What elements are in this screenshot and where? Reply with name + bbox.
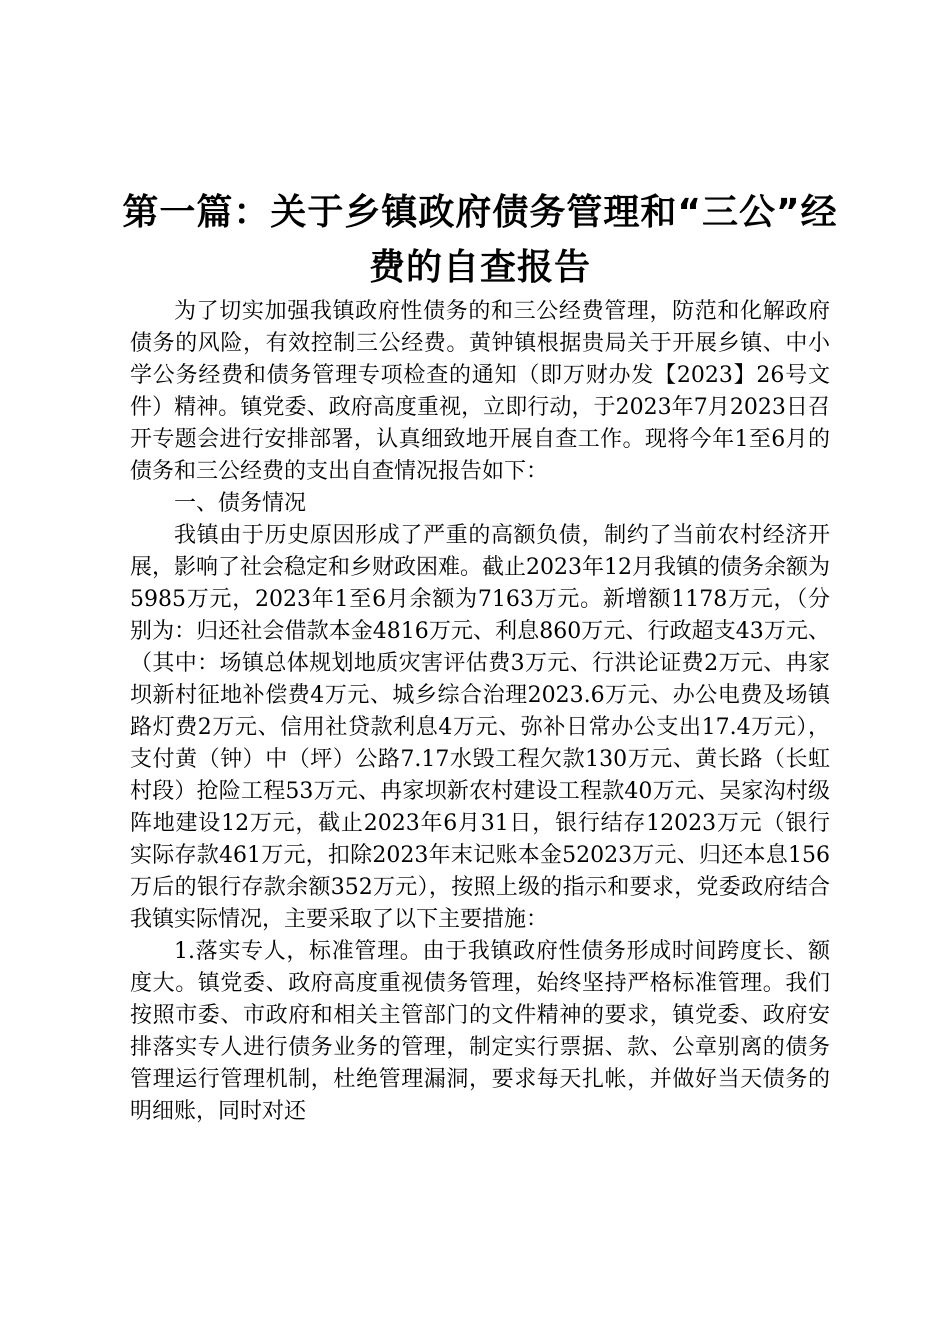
document-title-line-2: 费的自查报告	[368, 247, 591, 288]
document-body	[130, 296, 830, 1128]
document-title-line-1: 第一篇：关于乡镇政府债务管理和“三公”经	[122, 192, 838, 233]
debt-paragraph: 我镇由于历史原因形成了严重的高额负债，制约了当前农村经济开展，影响了社会稳定和乡财政困难。截止2023年12月我镇的债务余额为5985万元，2023年1至6月余额为7163万元。新增额1178万元，（分别为：归还社会借款本金4816万元、利息860万元、行政超支43万元、（其中：场镇总体规划地质灾害评估费3万元、行洪论证费2万元、冉家坝新村征地补偿费4万元、城乡综合治理2023.6万元、办公电费及场镇路灯费2万元、信用社贷款利息4万元、弥补日常办公支出17.4万元），支付黄（钟）中（坪）公路7.17水毁工程欠款130万元、黄长路（长虹村段）抢险工程53万元、冉家坝新农村建设工程款40万元、吴家沟村级阵地建设12万元，截止2023年6月31日，银行结存12023万元（银行实际存款461万元，扣除2023年末记账本金52023万元、归还本息156万后的银行存款余额352万元），按照上级的指示和要求，党委政府结合我镇实际情况，主要采取了以下主要措施：	[130, 523, 830, 932]
measure-1-paragraph: 1.落实专人，标准管理。由于我镇政府性债务形成时间跨度长、额度大。镇党委、政府高度重视债务管理，始终坚持严格标准管理。我们按照市委、市政府和相关主管部门的文件精神的要求，镇党委、政府安排落实专人进行债务业务的管理，制定实行票据、款、公章别离的债务管理运行管理机制，杜绝管理漏洞，要求每天扎帐，并做好当天债务的明细账，同时对还	[130, 939, 830, 1124]
section-heading-debt: 一、债务情况	[174, 491, 307, 516]
intro-paragraph: 为了切实加强我镇政府性债务的和三公经费管理，防范和化解政府债务的风险，有效控制三公经费。黄钟镇根据贵局关于开展乡镇、中小学公务经费和债务管理专项检查的通知（即万财办发【2023】26号文件）精神。镇党委、政府高度重视，立即行动，于2023年7月2023日召开专题会进行安排部署，认真细致地开展自查工作。现将今年1至6月的债务和三公经费的支出自查情况报告如下：	[130, 299, 830, 484]
